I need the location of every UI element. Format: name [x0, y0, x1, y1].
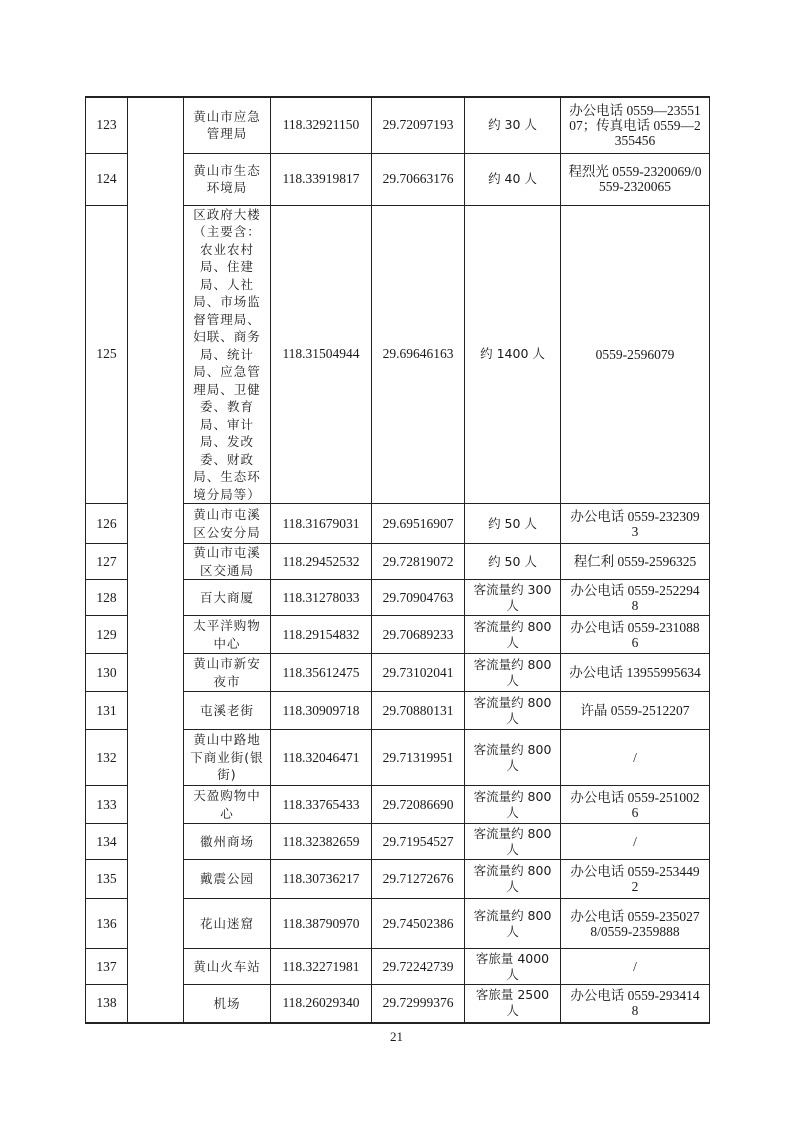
- row-number: 136: [86, 899, 128, 949]
- longitude: 118.38790970: [271, 899, 372, 949]
- longitude: 118.32382659: [271, 824, 372, 860]
- contact: 办公电话 0559-2350278/0559-2359888: [561, 899, 710, 949]
- latitude: 29.72999376: [372, 985, 465, 1023]
- row-number: 128: [86, 580, 128, 616]
- row-number: 126: [86, 504, 128, 544]
- latitude: 29.71954527: [372, 824, 465, 860]
- row-number: 132: [86, 730, 128, 786]
- site-name: 黄山中路地下商业街(银街): [184, 730, 271, 786]
- longitude: 118.26029340: [271, 985, 372, 1023]
- row-number: 124: [86, 153, 128, 205]
- longitude: 118.32271981: [271, 949, 372, 985]
- row-number: 133: [86, 786, 128, 824]
- latitude: 29.69646163: [372, 205, 465, 504]
- longitude: 118.32921150: [271, 97, 372, 153]
- site-name: 百大商厦: [184, 580, 271, 616]
- site-name: 黄山市屯溪区交通局: [184, 544, 271, 580]
- longitude: 118.30909718: [271, 692, 372, 730]
- contact: 0559-2596079: [561, 205, 710, 504]
- capacity: 客流量约 300 人: [465, 580, 561, 616]
- site-name: 花山迷窟: [184, 899, 271, 949]
- shelter-table: [85, 96, 710, 1024]
- contact: 办公电话 0559—2355107；传真电话 0559—2355456: [561, 97, 710, 153]
- latitude: 29.72819072: [372, 544, 465, 580]
- table-row: [86, 97, 710, 153]
- latitude: 29.70880131: [372, 692, 465, 730]
- row-number: 135: [86, 860, 128, 899]
- contact: 办公电话 0559-2934148: [561, 985, 710, 1023]
- contact: /: [561, 824, 710, 860]
- contact: 办公电话 0559-2310886: [561, 616, 710, 654]
- site-name: 徽州商场: [184, 824, 271, 860]
- contact: 许晶 0559-2512207: [561, 692, 710, 730]
- category-cell: [128, 97, 184, 1023]
- site-name: 机场: [184, 985, 271, 1023]
- site-name: 戴震公园: [184, 860, 271, 899]
- latitude: 29.70663176: [372, 153, 465, 205]
- capacity: 客旅量 2500 人: [465, 985, 561, 1023]
- site-name: 天盈购物中心: [184, 786, 271, 824]
- latitude: 29.70689233: [372, 616, 465, 654]
- capacity: 客流量约 800 人: [465, 730, 561, 786]
- page-number: 21: [390, 1029, 403, 1044]
- longitude: 118.33765433: [271, 786, 372, 824]
- latitude: 29.72086690: [372, 786, 465, 824]
- latitude: 29.72242739: [372, 949, 465, 985]
- contact: /: [561, 949, 710, 985]
- capacity: 客流量约 800 人: [465, 899, 561, 949]
- site-name: 太平洋购物中心: [184, 616, 271, 654]
- capacity: 客流量约 800 人: [465, 860, 561, 899]
- latitude: 29.69516907: [372, 504, 465, 544]
- contact: 程烈光 0559-2320069/0559-2320065: [561, 153, 710, 205]
- longitude: 118.33919817: [271, 153, 372, 205]
- capacity: 约 50 人: [465, 504, 561, 544]
- capacity: 客流量约 800 人: [465, 786, 561, 824]
- contact: 办公电话 13955995634: [561, 654, 710, 692]
- capacity: 客流量约 800 人: [465, 692, 561, 730]
- longitude: 118.31278033: [271, 580, 372, 616]
- row-number: 131: [86, 692, 128, 730]
- capacity: 客流量约 800 人: [465, 824, 561, 860]
- longitude: 118.35612475: [271, 654, 372, 692]
- contact: 办公电话 0559-2323093: [561, 504, 710, 544]
- row-number: 123: [86, 97, 128, 153]
- capacity: 约 40 人: [465, 153, 561, 205]
- site-name: 黄山市生态环境局: [184, 153, 271, 205]
- capacity: 客流量约 800 人: [465, 616, 561, 654]
- site-name: 黄山市应急管理局: [184, 97, 271, 153]
- latitude: 29.71272676: [372, 860, 465, 899]
- latitude: 29.70904763: [372, 580, 465, 616]
- row-number: 127: [86, 544, 128, 580]
- site-name: 区政府大楼（主要含：农业农村局、住建局、人社局、市场监督管理局、妇联、商务局、统计局、应急管理局、卫健委、教育局、审计局、发改委、财政局、生态环境分局等）: [184, 205, 271, 504]
- site-name: 黄山市新安夜市: [184, 654, 271, 692]
- longitude: 118.32046471: [271, 730, 372, 786]
- longitude: 118.31679031: [271, 504, 372, 544]
- longitude: 118.29452532: [271, 544, 372, 580]
- contact: /: [561, 730, 710, 786]
- longitude: 118.29154832: [271, 616, 372, 654]
- contact: 办公电话 0559-2510026: [561, 786, 710, 824]
- row-number: 137: [86, 949, 128, 985]
- latitude: 29.73102041: [372, 654, 465, 692]
- site-name: 黄山市屯溪区公安分局: [184, 504, 271, 544]
- row-number: 129: [86, 616, 128, 654]
- row-number: 134: [86, 824, 128, 860]
- capacity: 客旅量 4000 人: [465, 949, 561, 985]
- latitude: 29.71319951: [372, 730, 465, 786]
- contact: 办公电话 0559-2522948: [561, 580, 710, 616]
- capacity: 约 30 人: [465, 97, 561, 153]
- capacity: 约 50 人: [465, 544, 561, 580]
- contact: 办公电话 0559-2534492: [561, 860, 710, 899]
- latitude: 29.72097193: [372, 97, 465, 153]
- capacity: 客流量约 800 人: [465, 654, 561, 692]
- longitude: 118.31504944: [271, 205, 372, 504]
- latitude: 29.74502386: [372, 899, 465, 949]
- row-number: 138: [86, 985, 128, 1023]
- capacity: 约 1400 人: [465, 205, 561, 504]
- row-number: 130: [86, 654, 128, 692]
- site-name: 黄山火车站: [184, 949, 271, 985]
- site-name: 屯溪老街: [184, 692, 271, 730]
- contact: 程仁利 0559-2596325: [561, 544, 710, 580]
- row-number: 125: [86, 205, 128, 504]
- longitude: 118.30736217: [271, 860, 372, 899]
